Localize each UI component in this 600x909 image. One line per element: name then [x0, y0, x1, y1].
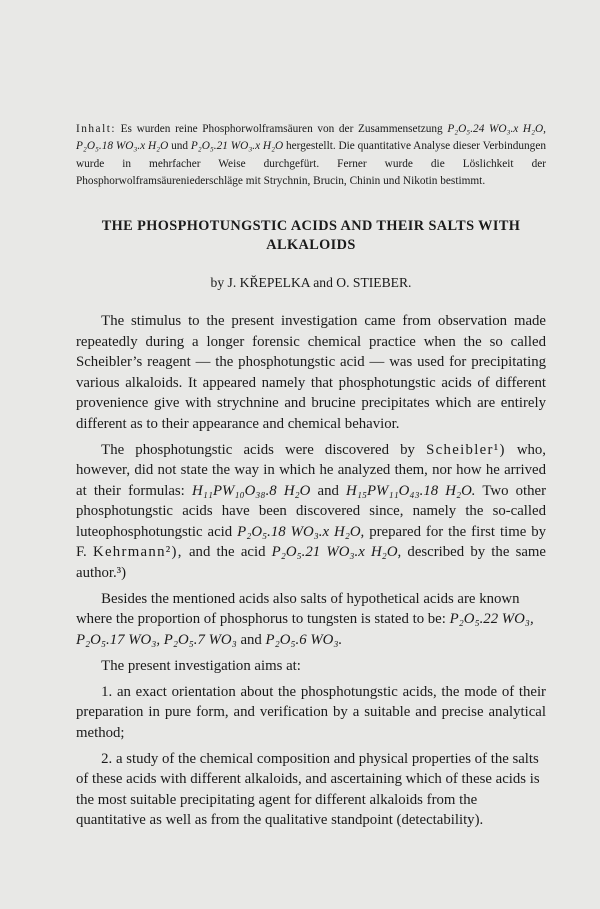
- paragraph-6: 2. a study of the chemical composition and physical properties of the salts of these acids with different alkaloids, and ascertaining which of these acids is the most suitable precipitating agent for different alkaloids from the quantitative as well as from the qualitative standpoint (detectability).: [76, 750, 540, 828]
- abstract-formula-1: P₂O₅.24 WO₃.x H₂O,: [447, 123, 547, 135]
- abstract-text-2: hergestellt. Die quantitative Analyse dieser Verbindungen wurde in mehrfacher Weise durchgefürt. Ferner wurde die Löslichkeit der Phosphorwolframsäureniederschläge mit Strychnin, Brucin, Chinin und Nikotin bestimmt.: [76, 140, 546, 187]
- p2-text-a: The phosphotungstic acids were discovered by: [101, 441, 415, 458]
- p3-text-a: Besides the mentioned acids also salts of hypothetical acids are known where the proportion of phosphorus to tungsten is stated to be:: [76, 590, 520, 627]
- paragraph-4: The present investigation aims at:: [101, 657, 301, 674]
- p2-text-f: described by the same author.³): [76, 544, 546, 581]
- paragraph-1: The stimulus to the present investigation came from observation made repeatedly during a longer forensic chemical practice when the so called Scheibler’s reagent — the phosphotungstic acid — was used for precipitating various alkaloids. It appeared namely that phosphotungstic acids of different provenience give with strychnine and brucine precipitates which are entirely different as to their appearance and chemical behavior.: [76, 313, 546, 432]
- p2-formula-1: H₁₁PW₁₀O₃₈.8 H₂O: [191, 482, 311, 499]
- abstract-label: Inhalt:: [76, 123, 116, 135]
- p3-formula-3: P₂O₅.7 WO₃: [163, 631, 237, 648]
- abstract-paragraph: [76, 121, 546, 190]
- p2-formula-3: P₂O₅.18 WO₃.x H₂O,: [237, 523, 365, 540]
- abstract-formula-3: P₂O₅.21 WO₃.x H₂O: [190, 140, 284, 153]
- p2-text-e: and the acid: [188, 544, 266, 560]
- paragraph-2: [76, 440, 546, 584]
- p3-formula-2: P₂O₅.17 WO₃,: [76, 631, 161, 648]
- abstract-formula-2: P₂O₅.18 WO₃.x H₂O: [76, 140, 169, 153]
- paper-title: THE PHOSPHOTUNGSTIC ACIDS AND THEIR SALTS WITH ALKALOIDS: [101, 218, 521, 253]
- p2-text-b: who, however, did not state the way in which he analyzed them, nor how he arrived at their formulas:: [76, 441, 547, 499]
- p3-formula-1: P₂O₅.22 WO₃,: [449, 611, 534, 627]
- paragraph-5: 1. an exact orientation about the phosphotungstic acids, the mode of their preparation in pure form, and verification by a suitable and precise analytical method;: [76, 683, 546, 741]
- paper-authors: by J. KŘEPELKA and O. STIEBER.: [210, 275, 412, 290]
- p2-text-c: Two other phosphotungstic acids have been discovered since, namely the so-called luteophosphotungstic acid: [76, 482, 547, 540]
- p2-name-scheibler: Scheibler¹): [426, 441, 506, 458]
- abstract-text-1: Es wurden reine Phosphorwolframsäuren von der Zusammensetzung: [120, 123, 443, 135]
- paragraph-3: [76, 589, 546, 651]
- p2-formula-2: H₁₅PW₁₁O₄₃.18 H₂O.: [346, 482, 476, 499]
- p2-and: and: [317, 482, 339, 499]
- p3-formula-4: P₂O₅.6 WO₃.: [265, 631, 343, 648]
- abstract-and: und: [171, 140, 189, 153]
- p2-text-d: prepared for the first time by F.: [76, 523, 547, 560]
- body-text: [76, 311, 546, 836]
- p3-and: and: [240, 631, 262, 648]
- abstract-block: [76, 121, 546, 190]
- p2-formula-4: P₂O₅.21 WO₃.x H₂O,: [271, 544, 402, 560]
- p2-name-kehrmann: Kehrmann²),: [92, 544, 183, 560]
